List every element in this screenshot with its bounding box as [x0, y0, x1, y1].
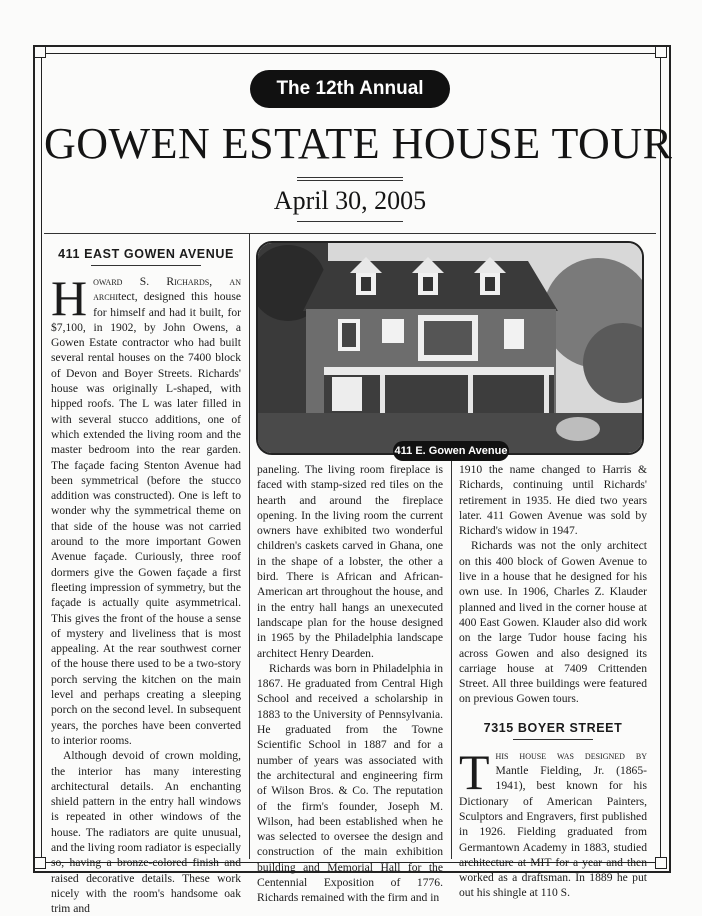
- lead-in: his house was designed by: [495, 748, 647, 762]
- corner-ornament: [655, 46, 667, 58]
- header-divider: [44, 233, 656, 234]
- corner-ornament: [34, 46, 46, 58]
- paragraph: Although devoid of crown molding, the interior has many interesting architectural details. An enchanting shield pattern in the entry hall windows is repeated in other windows of the house. The radiators are quite unusual, and the living room radiator is especially so, having a bronze-colored finish and raised decorative details. These work nicely with the room's handsome oak trim and: [51, 749, 241, 916]
- section-heading: 7315 BOYER STREET: [483, 720, 623, 735]
- paragraph: Richards was born in Philadelphia in 1867. He graduated from Central High School and received a scholarship in 1883 to the University of Pennsylvania. He graduated from the Towne Scientific School in 1887 and for a number of years was associated with the architectural and engineering firm of Wilson Bros. & Co. The reputation of the firm's founder, Joseph M. Wilson, had been established when he was selected to oversee the design and construction of the main exhibition building and Memorial Hall for the Centennial Exposition of 1776. Richards remained with the firm and in: [257, 661, 443, 905]
- heading-rule: [91, 265, 201, 266]
- corner-ornament: [655, 857, 667, 869]
- banner-pill: The 12th Annual: [250, 70, 450, 108]
- paragraph: Richards was not the only architect on this 400 block of Gowen Avenue to live in a house that he designed for his own use. In 1906, Charles Z. Klauder planned and lived in the corner house at 400 East Gowen. Klauder also did work on the large Tudor house facing his across Gowen and also designed its carriage house at 7409 Crittenden Street. All three buildings were featured on previous Gowen tours.: [459, 539, 647, 706]
- drop-cap: T: [459, 743, 490, 800]
- date-rule: [297, 221, 403, 222]
- tour-date: April 30, 2005: [273, 186, 427, 215]
- column-3: [459, 462, 647, 901]
- column-1: [51, 245, 241, 916]
- paragraph: [51, 270, 241, 748]
- paragraph-text: tect, designed this house for himself and had it built, for $7,100, in 1902, by John Owens, a Gowen Estate contractor who had built several rental houses on the 7400 block of Devon and Boyer Streets. Richards' house was originally L-shaped, with hipped roofs. The L was later filled in with several stucco additions, one of which extended the living room and the master bedroom into the rear garden. The façade facing Stenton Avenue had been symmetrical (before the stucco addition was constructed). One is left to wonder why the symmetrical theme on that side of the house was not carried around to the more important Gowen Avenue façade. Curiously, three roof dormers give the Gowen façade a first fleeting impression of symmetry, but the façade is actually quite asymmetrical. This gives the front of the house a sense of mystery and liveliness that is most appealing. At the rear southwest corner of the house there used to be a two-story porch serving the kitchen on the main level and perhaps creating a sleeping porch on the second level. In subsequent years, the porches have been converted to interior rooms.: [51, 290, 241, 747]
- drop-cap: H: [51, 270, 88, 326]
- photo-caption: 411 E. Gowen Avenue: [393, 441, 509, 461]
- heading-rule: [513, 739, 593, 740]
- column-2: [257, 462, 443, 906]
- column-divider: [249, 233, 250, 859]
- title-rule: [297, 177, 403, 178]
- column-divider: [451, 455, 452, 859]
- house-photo: [256, 241, 644, 455]
- paragraph: paneling. The living room fireplace is faced with stamp-sized red tiles on the hearth and around the fireplace opening. In the living room the current owners have exhibited two wonderful children's caskets carved in Ghana, one in the shape of a lobster, the other a bird. There is African and African-American art throughout the house, and in the entry hall hangs an unexecuted landscape plan for the house designed in 1965 by the Philadelphia landscape architect Henry Dearden.: [257, 463, 443, 660]
- lead-in: oward S. Richards, an archi: [93, 275, 241, 304]
- title-rule: [297, 180, 403, 181]
- paragraph: [459, 743, 647, 901]
- paragraph-text: Mantle Fielding, Jr. (1865-1941), best known for his Dictionary of American Painters, Sculptors and Engravers, first published in 1926. Fielding graduated from Germantown Academy in 1883, studied architecture at MIT for a year and then worked as a draftsman. In 1889 he put out his shingle at 110 S.: [459, 764, 647, 900]
- section-heading: 411 EAST GOWEN AVENUE: [58, 247, 234, 261]
- paragraph: 1910 the name changed to Harris & Richards, continuing until Richards' retirement in 1935. He died two years later. 411 Gowen Avenue was sold by Richard's widow in 1947.: [459, 463, 647, 538]
- corner-ornament: [34, 857, 46, 869]
- page-title: GOWEN ESTATE HOUSE TOUR: [44, 119, 673, 168]
